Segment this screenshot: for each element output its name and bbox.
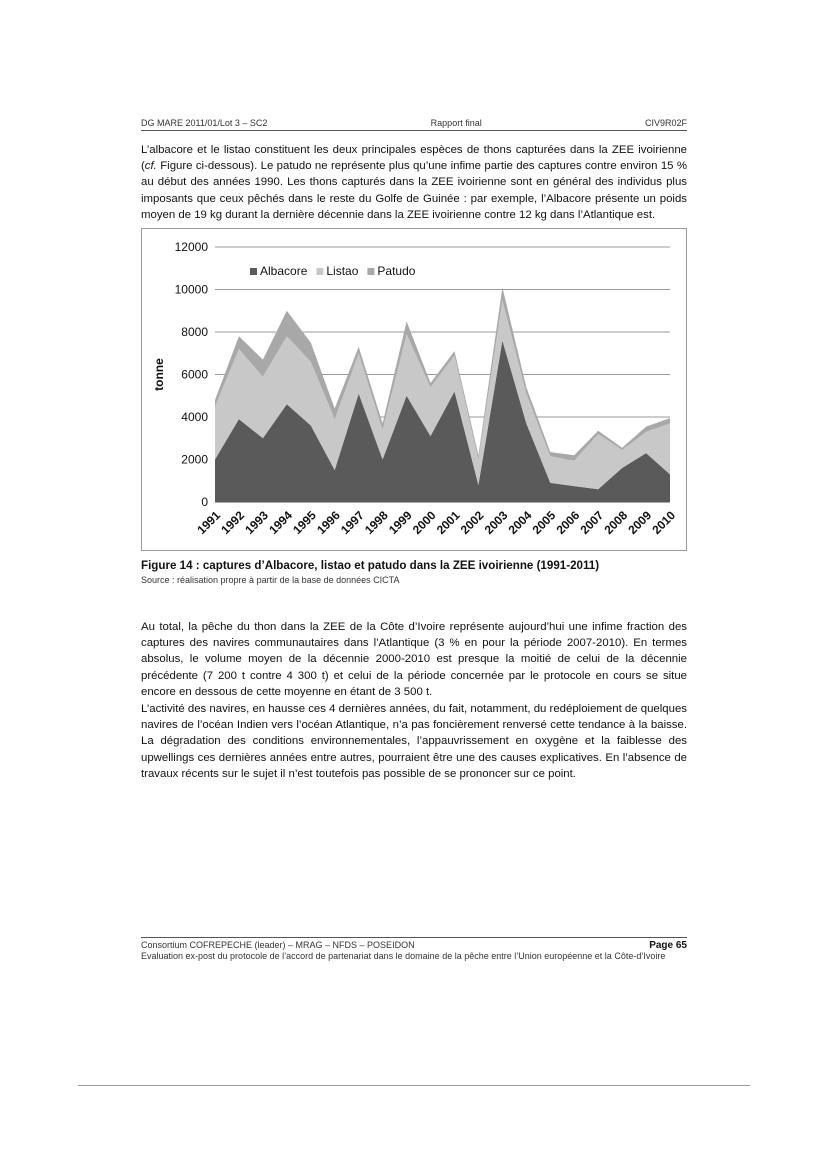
header-center: Rapport final	[430, 118, 482, 128]
page-footer	[141, 937, 687, 961]
legend-swatch-albacore	[250, 268, 257, 275]
x-tick-label: 1998	[361, 508, 391, 538]
footer-left: Consortium COFREPECHE (leader) – MRAG – NFDS – POSEIDON	[141, 940, 415, 950]
x-tick-label: 2007	[577, 508, 607, 538]
x-tick-label: 1999	[385, 508, 415, 538]
x-tick-label: 1994	[266, 508, 295, 538]
x-tick-label: 2004	[505, 508, 535, 538]
figure-caption: Figure 14 : captures d’Albacore, listao et patudo dans la ZEE ivoirienne (1991-2011)	[141, 559, 600, 572]
x-tick-label: 1996	[314, 508, 343, 538]
x-tick-label: 1991	[194, 508, 224, 538]
figure-source: Source : réalisation propre à partir de la base de données CICTA	[141, 575, 400, 585]
x-tick-label: 2001	[433, 508, 463, 538]
bottom-rule	[78, 1085, 750, 1086]
page-number: Page 65	[649, 940, 687, 951]
y-tick-label: 6000	[181, 367, 208, 382]
legend-swatch-listao	[316, 268, 323, 275]
footer-line2: Evaluation ex-post du protocole de l’accord de partenariat dans le domaine de la pêche entre l’Union européenne et la Côte-d’Ivoire	[141, 951, 666, 961]
x-tick-label: 2006	[553, 508, 583, 538]
paragraph-total: Au total, la pêche du thon dans la ZEE de la Côte d’Ivoire représente aujourd’hui une infime fraction des captures des navires communautaires dans l’Atlantique (3 % en pour la période 2007-2010). En termes absolus, le volume moyen de la décennie 2000-2010 est presque la moitié de celui de la décennie précédente (7 200 t contre 4 300 t) et celui de la période concernée par le protocole en cours se situe encore en dessous de cette moyenne en étant de 3 500 t.	[141, 621, 687, 698]
header-right: CIV9R02F	[644, 118, 687, 128]
x-tick-label: 2009	[625, 508, 655, 538]
x-tick-label: 2002	[457, 508, 487, 538]
y-tick-label: 4000	[181, 410, 208, 424]
x-tick-label: 2008	[601, 508, 631, 538]
x-tick-label: 2005	[529, 508, 559, 538]
x-tick-label: 2003	[481, 508, 511, 538]
legend-label-listao: Listao	[326, 264, 359, 278]
x-tick-label: 1997	[338, 508, 367, 538]
figure-chart	[141, 228, 687, 551]
y-tick-label: 12000	[174, 240, 208, 254]
legend-swatch-patudo	[367, 268, 374, 275]
page-header	[141, 118, 687, 131]
x-tick-label: 1993	[242, 508, 272, 538]
legend-label-patudo: Patudo	[377, 264, 416, 278]
x-tick-label: 1995	[290, 508, 319, 538]
y-axis-title: tonne	[152, 358, 166, 391]
header-left: DG MARE 2011/01/Lot 3 – SC2	[141, 118, 268, 128]
area-chart	[142, 229, 688, 552]
y-tick-label: 10000	[174, 282, 208, 297]
legend-label-albacore: Albacore	[260, 264, 308, 278]
x-tick-label: 1992	[218, 508, 248, 538]
x-tick-label: 2000	[409, 508, 439, 538]
y-tick-label: 8000	[181, 325, 208, 339]
x-tick-label: 2010	[649, 508, 679, 538]
y-tick-label: 2000	[181, 452, 208, 467]
y-tick-label: 0	[201, 495, 208, 509]
intro-paragraph: L’albacore et le listao constituent les deux principales espèces de thons capturées dans la ZEE ivoirienne (cf. Figure ci-dessous). Le patudo ne représente plus qu’une infime partie des captures contre environ 15 % au début des années 1990. Les thons capturés dans la ZEE ivoirienne sont en général des individus plus imposants que ceux pêchés dans le reste du Golfe de Guinée : par exemple, l’Albacore présente un poids moyen de 19 kg durant la dernière décennie dans la ZEE ivoirienne contre 12 kg dans l’Atlantique est.	[141, 144, 687, 221]
paragraph-activity: L’activité des navires, en hausse ces 4 dernières années, du fait, notamment, du redéploiement de quelques navires de l’océan Indien vers l’océan Atlantique, n’a pas foncièrement renversé cette tendance à la baisse. La dégradation des conditions environnementales, l’appauvrissement en oxygène et la faiblesse des upwellings ces dernières années entre autres, pourraient être une des causes explicatives. En l’absence de travaux récents sur le sujet il n’est toutefois pas possible de se prononcer sur ce point.	[141, 703, 687, 780]
cf-italic: cf.	[144, 160, 157, 173]
